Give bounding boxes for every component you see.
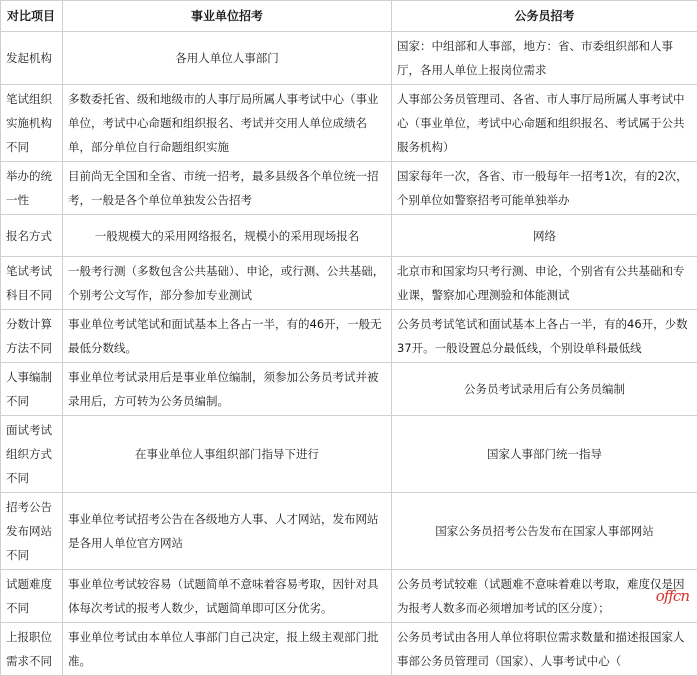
row-gongwuyuan: 北京市和国家均只考行测、申论，个别省有公共基础和专业课，警察加心理测验和体能测试 <box>392 257 697 310</box>
row-gongwuyuan: 国家公务员招考公告发布在国家人事部网站 <box>392 493 697 570</box>
row-gongwuyuan: 公务员考试较难（试题难不意味着难以考取，难度仅是因为报考人数多而必须增加考试的区分度）； <box>392 570 697 623</box>
row-shiye: 事业单位考试录用后是事业单位编制，须参加公务员考试并被录用后，方可转为公务员编制。 <box>63 363 392 416</box>
table-header-row <box>1 1 697 32</box>
row-shiye: 各用人单位人事部门 <box>63 32 392 85</box>
table-row <box>1 257 697 310</box>
row-item: 试题难度不同 <box>1 570 63 623</box>
table-row <box>1 85 697 162</box>
row-item: 笔试组织实施机构不同 <box>1 85 63 162</box>
table-row <box>1 32 697 85</box>
row-gongwuyuan: 国家人事部门统一指导 <box>392 416 697 493</box>
table-row <box>1 310 697 363</box>
row-shiye: 事业单位考试由本单位人事部门自己决定，报上级主观部门批准。 <box>63 623 392 676</box>
table-row <box>1 416 697 493</box>
row-gongwuyuan: 网络 <box>392 215 697 257</box>
header-item: 对比项目 <box>1 1 63 32</box>
row-gongwuyuan: 公务员考试录用后有公务员编制 <box>392 363 697 416</box>
table-row <box>1 493 697 570</box>
row-shiye: 在事业单位人事组织部门指导下进行 <box>63 416 392 493</box>
row-shiye: 目前尚无全国和全省、市统一招考，最多县级各个单位统一招考，一般是各个单位单独发公告招考 <box>63 162 392 215</box>
row-gongwuyuan: 国家每年一次，各省、市一般每年一招考1次，有的2次，个别单位如警察招考可能单独举办 <box>392 162 697 215</box>
row-shiye: 事业单位考试笔试和面试基本上各占一半，有的46开，一般无最低分数线。 <box>63 310 392 363</box>
row-item: 招考公告发布网站不同 <box>1 493 63 570</box>
row-shiye: 一般考行测（多数包含公共基础）、申论，或行测、公共基础，个别考公文写作，部分参加专业测试 <box>63 257 392 310</box>
row-shiye: 多数委托省、级和地级市的人事厅局所属人事考试中心（事业单位，考试中心命题和组织报名、考试并交用人单位成绩名单，部分单位自行命题组织实施 <box>63 85 392 162</box>
row-shiye: 事业单位考试招考公告在各级地方人事、人才网站，发布网站是各用人单位官方网站 <box>63 493 392 570</box>
row-item: 上报职位需求不同 <box>1 623 63 676</box>
table-row <box>1 623 697 676</box>
row-gongwuyuan: 国家：中组部和人事部，地方：省、市委组织部和人事厅，各用人单位上报岗位需求 <box>392 32 697 85</box>
row-item: 面试考试组织方式不同 <box>1 416 63 493</box>
header-shiye: 事业单位招考 <box>63 1 392 32</box>
row-item: 笔试考试科目不同 <box>1 257 63 310</box>
row-item: 分数计算方法不同 <box>1 310 63 363</box>
table-row <box>1 570 697 623</box>
header-gongwuyuan: 公务员招考 <box>392 1 697 32</box>
row-gongwuyuan: 公务员考试笔试和面试基本上各占一半，有的46开，少数37开。一般设置总分最低线，个别设单科最低线 <box>392 310 697 363</box>
row-shiye: 事业单位考试较容易（试题简单不意味着容易考取，因针对具体每次考试的报考人数少，试题简单即可区分优劣。 <box>63 570 392 623</box>
offcn-watermark-logo: offcn <box>656 587 689 605</box>
row-item: 人事编制不同 <box>1 363 63 416</box>
row-item: 报名方式 <box>1 215 63 257</box>
row-item: 发起机构 <box>1 32 63 85</box>
table-row <box>1 162 697 215</box>
table-row <box>1 363 697 416</box>
row-gongwuyuan: 人事部公务员管理司、各省、市人事厅局所属人事考试中心（事业单位，考试中心命题和组织报名、考试属于公共服务机构） <box>392 85 697 162</box>
row-gongwuyuan: 公务员考试由各用人单位将职位需求数量和描述报国家人事部公务员管理司（国家）、人事考试中心（ <box>392 623 697 676</box>
row-item: 举办的统一性 <box>1 162 63 215</box>
row-shiye: 一般规模大的采用网络报名，规模小的采用现场报名 <box>63 215 392 257</box>
table-row <box>1 215 697 257</box>
